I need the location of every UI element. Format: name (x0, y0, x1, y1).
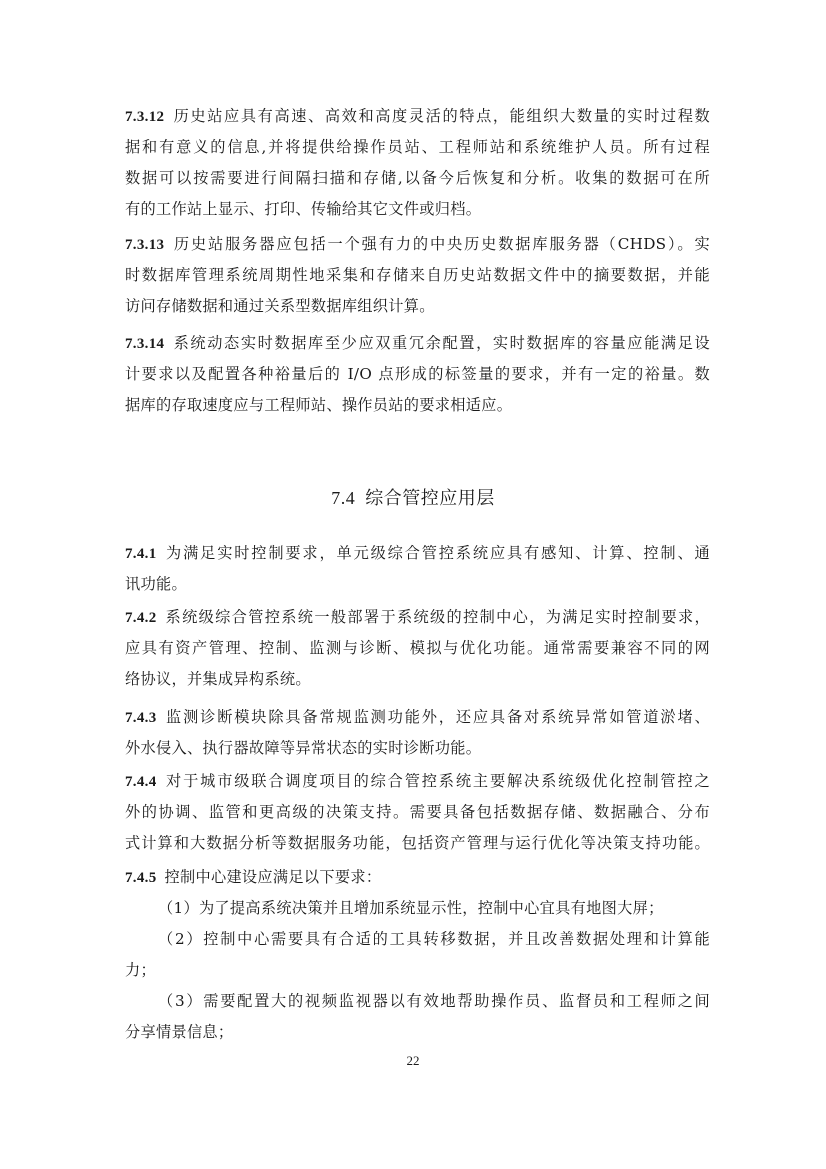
clause-line: 据和有意义的信息,并将提供给操作员站、工程师站和系统维护人员。所有过程 (125, 138, 710, 156)
clause-7-3-12 (125, 101, 710, 225)
clause-7-4-1 (125, 538, 710, 600)
clause-line: 式计算和大数据分析等数据服务功能，包括资产管理与运行优化等决策支持功能。 (125, 834, 710, 852)
clause-line: 外的协调、监管和更高级的决策支持。需要具备包括数据存储、数据融合、分布 (125, 803, 710, 821)
clause-7-4-5 (125, 862, 710, 1048)
clause-7-3-13 (125, 229, 710, 322)
clause-line: 据库的存取速度应与工程师站、操作员站的要求相适应。 (125, 396, 513, 414)
clause-line: 7.3.12 历史站应具有高速、高效和高度灵活的特点，能组织大数量的实时过程数 (125, 107, 710, 125)
clause-7-4-3 (125, 702, 710, 764)
list-item: （1）为了提高系统决策并且增加系统显示性，控制中心宜具有地图大屏； (158, 899, 664, 917)
section-number: 7.4 (331, 488, 356, 508)
clause-number: 7.4.1 (125, 546, 157, 562)
clause-line: 讯功能。 (125, 575, 187, 593)
clause-line: 7.4.2 系统级综合管控系统一般部署于系统级的控制中心，为满足实时控制要求， (125, 608, 710, 626)
clause-line: 计要求以及配置各种裕量后的 I/O 点形成的标签量的要求，并有一定的裕量。数 (125, 365, 710, 383)
clause-line: 7.3.13 历史站服务器应包括一个强有力的中央历史数据库服务器（CHDS）。实 (125, 235, 710, 253)
clause-line: 络协议，并集成异构系统。 (125, 670, 311, 688)
clause-line: 外水侵入、执行器故障等异常状态的实时诊断功能。 (125, 739, 482, 757)
clause-line: 7.4.5 控制中心建设应满足以下要求： (125, 868, 382, 886)
list-item-continuation: 力； (125, 961, 156, 979)
clause-number: 7.3.14 (125, 336, 165, 352)
clause-line: 有的工作站上显示、打印、传输给其它文件或归档。 (125, 200, 482, 218)
clause-line: 7.3.14 系统动态实时数据库至少应双重冗余配置，实时数据库的容量应能满足设 (125, 334, 710, 352)
clause-number: 7.3.12 (125, 109, 165, 125)
clause-number: 7.4.4 (125, 774, 157, 790)
clause-7-4-4 (125, 766, 710, 859)
clause-line: 应具有资产管理、控制、监测与诊断、模拟与优化功能。通常需要兼容不同的网 (125, 639, 710, 657)
page-number: 22 (406, 1053, 420, 1068)
section-heading (0, 481, 826, 516)
clause-7-4-2 (125, 602, 710, 695)
clause-7-3-14 (125, 328, 710, 421)
clause-line: 7.4.1 为满足实时控制要求，单元级综合管控系统应具有感知、计算、控制、通 (125, 544, 710, 562)
section-title: 综合管控应用层 (365, 488, 495, 509)
clause-line: 7.4.3 监测诊断模块除具备常规监测功能外，还应具备对系统异常如管道淤堵、 (125, 708, 710, 726)
list-item: （3）需要配置大的视频监视器以有效地帮助操作员、监督员和工程师之间 (158, 992, 710, 1010)
clause-number: 7.4.2 (125, 610, 157, 626)
clause-number: 7.4.5 (125, 870, 157, 886)
list-item: （2）控制中心需要具有合适的工具转移数据，并且改善数据处理和计算能 (158, 930, 710, 948)
clause-line: 数据可以按需要进行间隔扫描和存储,以备今后恢复和分析。收集的数据可在所 (125, 169, 710, 187)
clause-number: 7.3.13 (125, 237, 165, 253)
clause-number: 7.4.3 (125, 710, 157, 726)
clause-line: 7.4.4 对于城市级联合调度项目的综合管控系统主要解决系统级优化控制管控之 (125, 772, 710, 790)
clause-line: 时数据库管理系统周期性地采集和存储来自历史站数据文件中的摘要数据，并能 (125, 266, 710, 284)
list-item-continuation: 分享情景信息； (125, 1023, 234, 1041)
clause-line: 访问存储数据和通过关系型数据库组织计算。 (125, 297, 435, 315)
